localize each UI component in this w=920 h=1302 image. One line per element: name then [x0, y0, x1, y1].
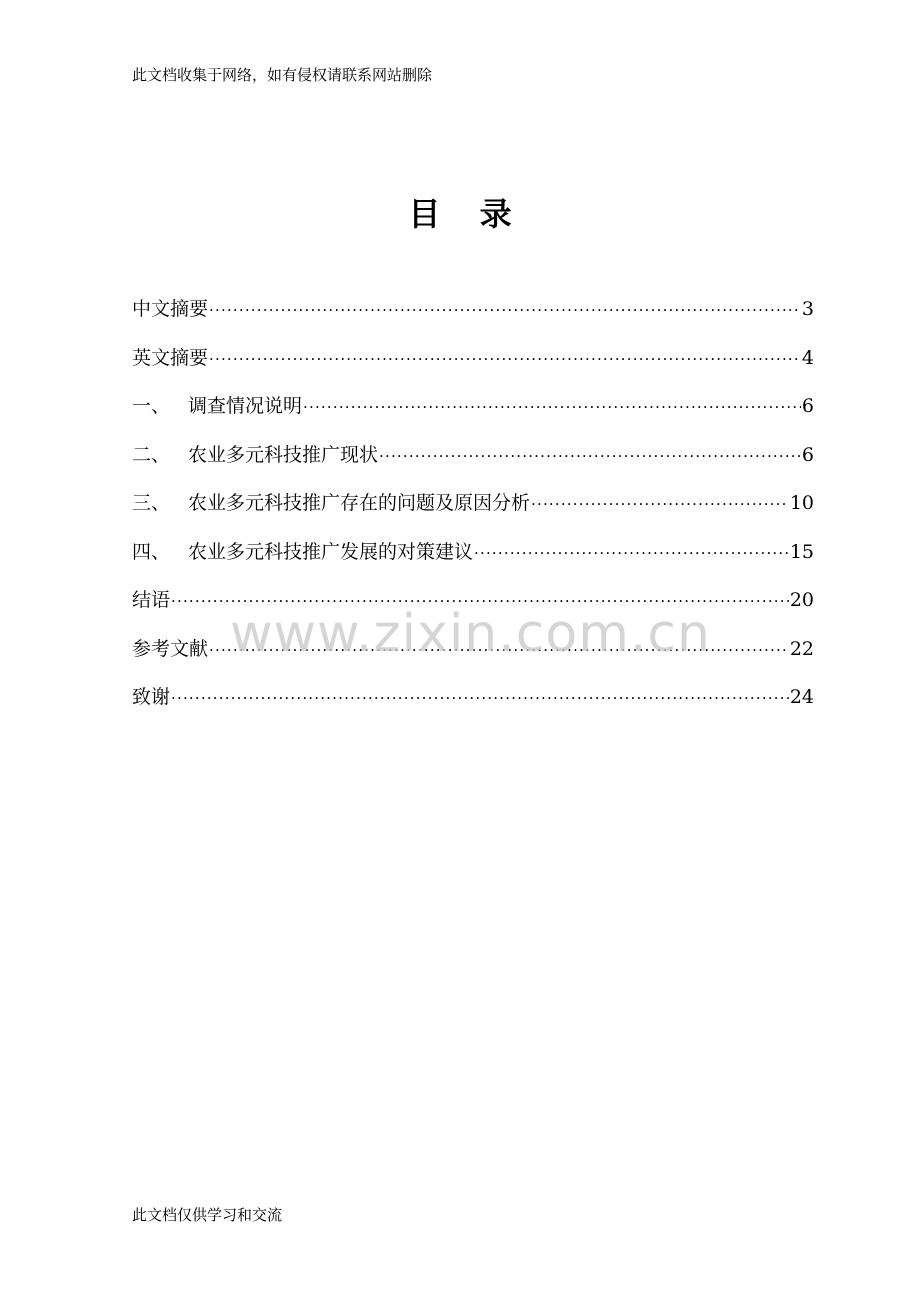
toc-entry-page: 6 — [801, 443, 814, 466]
toc-entry-page: 4 — [801, 346, 814, 369]
toc-entry-chinese-abstract — [132, 292, 814, 341]
table-of-contents — [132, 292, 814, 729]
toc-dot-leader — [209, 293, 801, 327]
toc-dot-leader — [209, 633, 789, 667]
toc-entry-english-abstract — [132, 341, 814, 390]
toc-entry-conclusion — [132, 583, 814, 632]
toc-entry-label: 英文摘要 — [132, 346, 209, 369]
toc-entry-label: 结语 — [132, 589, 171, 611]
toc-entry-number: 二、 — [132, 443, 171, 466]
toc-entry-page: 10 — [789, 492, 814, 514]
toc-entry-section-1 — [132, 389, 814, 438]
toc-dot-leader — [171, 584, 789, 618]
toc-entry-label: 调查情况说明 — [188, 395, 303, 417]
toc-entry-page: 3 — [801, 298, 814, 320]
toc-entry-number: 四、 — [132, 540, 171, 563]
toc-dot-leader — [379, 439, 801, 473]
toc-entry-page: 24 — [789, 686, 814, 708]
toc-entry-label: 中文摘要 — [132, 298, 209, 320]
toc-dot-leader — [171, 681, 789, 715]
toc-entry-label: 农业多元科技推广发展的对策建议 — [188, 540, 474, 563]
toc-entry-label: 致谢 — [132, 686, 171, 708]
toc-entry-label: 农业多元科技推广存在的问题及原因分析 — [188, 492, 531, 514]
toc-dot-leader — [209, 342, 801, 376]
toc-dot-leader — [303, 390, 801, 424]
toc-entry-acknowledgements — [132, 680, 814, 729]
toc-dot-leader — [474, 536, 789, 570]
toc-entry-number: 一、 — [132, 395, 171, 417]
toc-entry-label: 农业多元科技推广现状 — [188, 443, 379, 466]
toc-entry-page: 15 — [789, 540, 814, 563]
toc-entry-page: 22 — [789, 637, 814, 660]
page-title: 目 录 — [408, 195, 526, 233]
site-watermark: www.zixin.com.cn — [230, 604, 711, 664]
toc-entry-page: 6 — [801, 395, 814, 417]
toc-entry-references — [132, 632, 814, 681]
toc-entry-label: 参考文献 — [132, 637, 209, 660]
footer-disclaimer: 此文档仅供学习和交流 — [132, 1206, 283, 1224]
toc-entry-section-3 — [132, 486, 814, 535]
toc-entry-number: 三、 — [132, 492, 171, 514]
toc-entry-section-2 — [132, 438, 814, 487]
header-disclaimer: 此文档收集于网络，如有侵权请联系网站删除 — [132, 66, 433, 84]
toc-dot-leader — [531, 487, 789, 521]
toc-entry-section-4 — [132, 535, 814, 584]
toc-entry-page: 20 — [789, 589, 814, 611]
